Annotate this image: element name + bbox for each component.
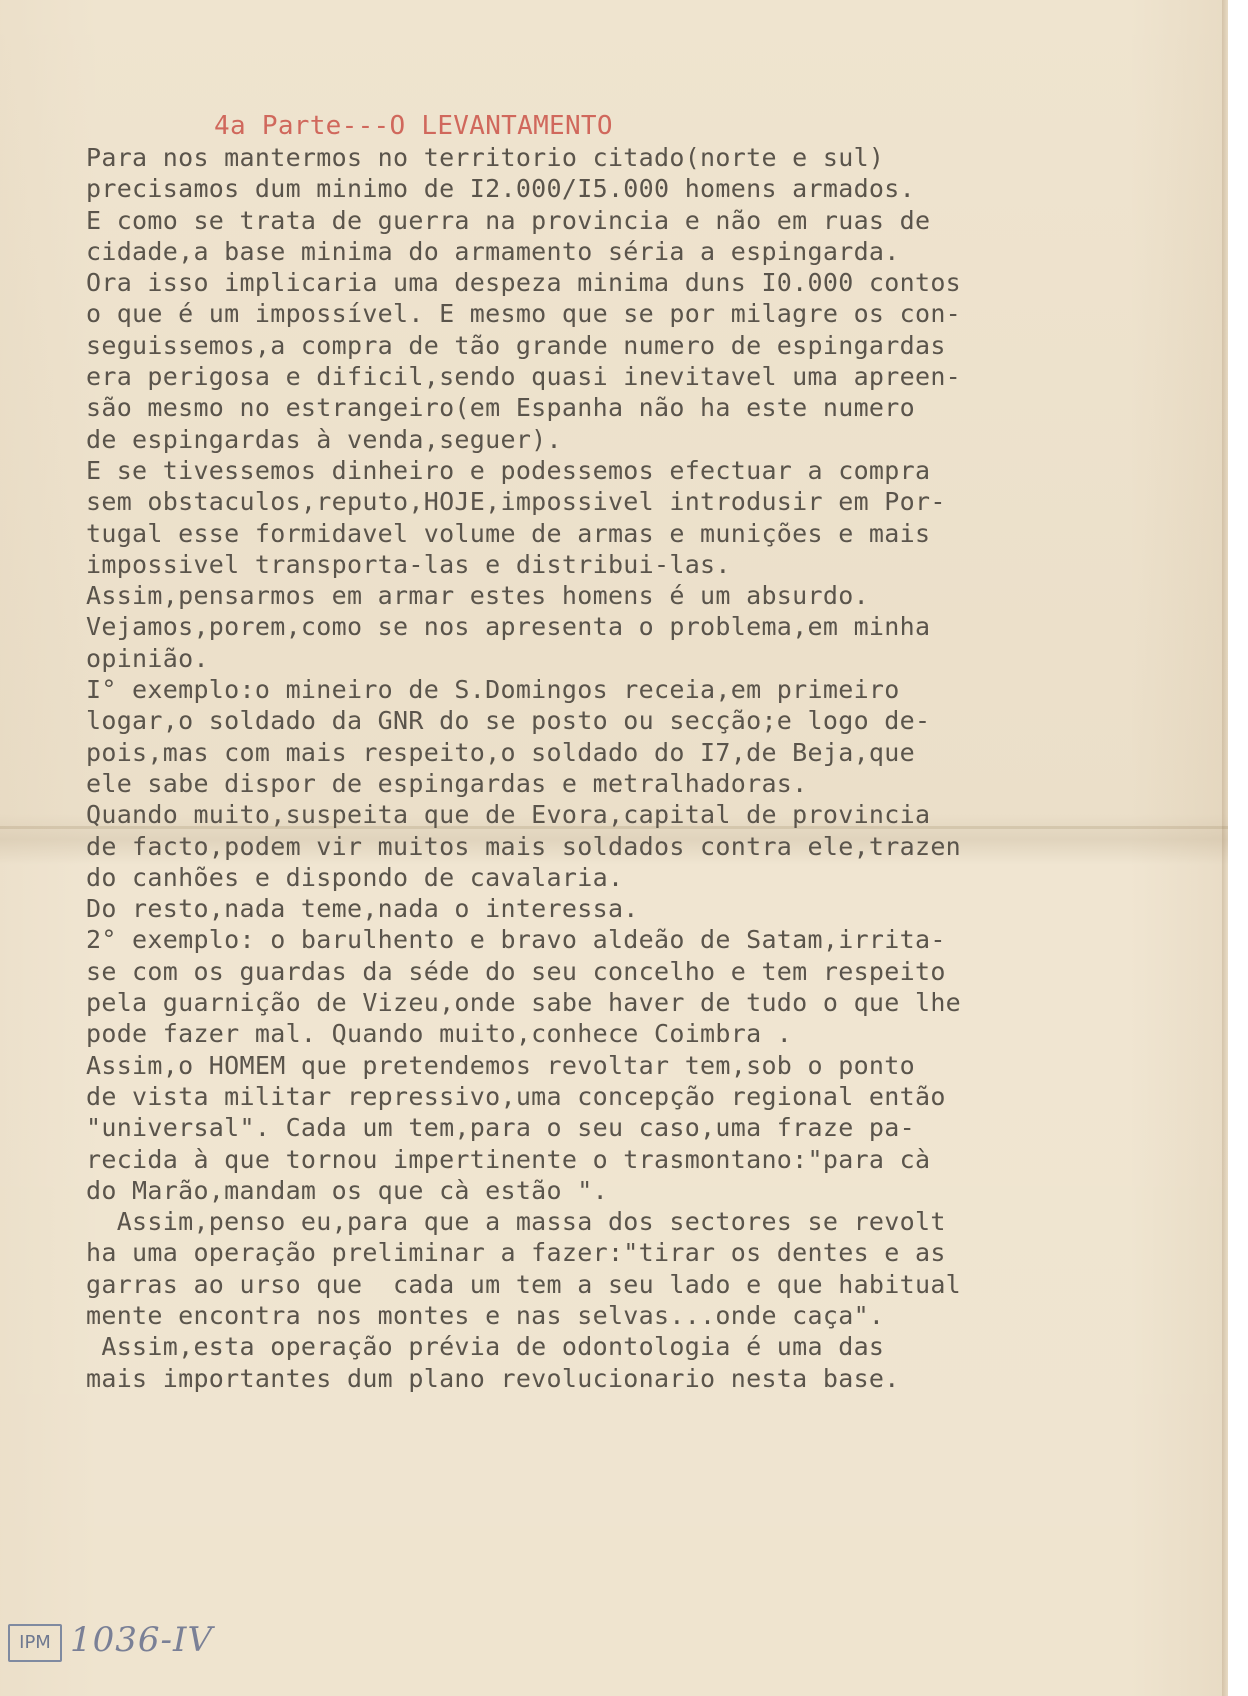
text-line: I° exemplo:o mineiro de S.Domingos receia,em primeiro (86, 675, 900, 705)
text-line: logar,o soldado da GNR do se posto ou secção;e logo de- (86, 706, 931, 736)
text-line: pela guarnição de Vizeu,onde sabe haver de tudo o que lhe (86, 988, 962, 1018)
text-line: E se tivessemos dinheiro e podessemos efectuar a compra (86, 455, 931, 485)
text-line: de facto,podem vir muitos mais soldados contra ele,trazen (86, 831, 962, 861)
text-line: Assim,pensarmos em armar estes homens é um absurdo. (86, 581, 869, 611)
text-line: Assim,o HOMEM que pretendemos revoltar tem,sob o ponto (86, 1050, 915, 1080)
text-line: do canhões e dispondo de cavalaria. (86, 862, 624, 892)
archive-number: 1036-IV (70, 1620, 213, 1660)
text-line: de vista militar repressivo,uma concepção regional então (86, 1081, 946, 1111)
archive-stamp: IPM (8, 1624, 62, 1662)
text-line: são mesmo no estrangeiro(em Espanha não ha este numero (86, 393, 915, 423)
text-line: Quando muito,suspeita que de Evora,capital de provincia (86, 800, 931, 830)
text-line: se com os guardas da séde do seu concelho e tem respeito (86, 956, 946, 986)
text-line: Do resto,nada teme,nada o interessa. (86, 894, 639, 924)
text-line: o que é um impossível. E mesmo que se por milagre os con- (86, 299, 962, 329)
text-line: ele sabe dispor de espingardas e metralhadoras. (86, 768, 808, 798)
text-line: Assim,penso eu,para que a massa dos sectores se revolt (86, 1207, 946, 1237)
text-line: recida à que tornou impertinente o trasmontano:"para cà (86, 1144, 931, 1174)
text-line: tugal esse formidavel volume de armas e munições e mais (86, 518, 931, 548)
body-lines (86, 142, 1226, 1394)
text-line: Para nos mantermos no territorio citado(norte e sul) (86, 143, 885, 172)
text-line: ha uma operação preliminar a fazer:"tirar os dentes e as (86, 1238, 946, 1268)
text-line: impossivel transporta-las e distribui-las. (86, 549, 731, 579)
text-line: precisamos dum minimo de I2.000/I5.000 homens armados. (86, 174, 915, 204)
text-line: "universal". Cada um tem,para o seu caso,uma fraze pa- (86, 1113, 915, 1143)
text-line: mais importantes dum plano revolucionario nesta base. (86, 1363, 900, 1393)
text-line: Ora isso implicaria uma despeza minima duns I0.000 contos (86, 268, 962, 298)
text-line: cidade,a base minima do armamento séria a espingarda. (86, 236, 900, 266)
text-line: Assim,esta operação prévia de odontologia é uma das (86, 1332, 885, 1362)
text-line: seguissemos,a compra de tão grande numero de espingardas (86, 330, 946, 360)
text-line: de espingardas à venda,seguer). (86, 424, 562, 454)
typewritten-text (86, 110, 1226, 1394)
text-line: 2° exemplo: o barulhento e bravo aldeão de Satam,irrita- (86, 925, 946, 955)
text-line: pois,mas com mais respeito,o soldado do I7,de Beja,que (86, 737, 915, 767)
text-line: do Marão,mandam os que cà estão ". (86, 1175, 608, 1205)
text-line: opinião. (86, 643, 209, 673)
text-line: pode fazer mal. Quando muito,conhece Coimbra . (86, 1019, 793, 1049)
section-heading: 4a Parte---O LEVANTAMENTO (214, 111, 613, 141)
text-line: E como se trata de guerra na provincia e não em ruas de (86, 205, 931, 235)
text-line: sem obstaculos,reputo,HOJE,impossivel introdusir em Por- (86, 487, 946, 517)
text-line: garras ao urso que cada um tem a seu lado e que habitual (86, 1269, 962, 1299)
text-line: era perigosa e dificil,sendo quasi inevitavel uma apreen- (86, 362, 962, 392)
text-line: Vejamos,porem,como se nos apresenta o problema,em minha (86, 612, 931, 642)
text-line: mente encontra nos montes e nas selvas...onde caça". (86, 1300, 885, 1330)
